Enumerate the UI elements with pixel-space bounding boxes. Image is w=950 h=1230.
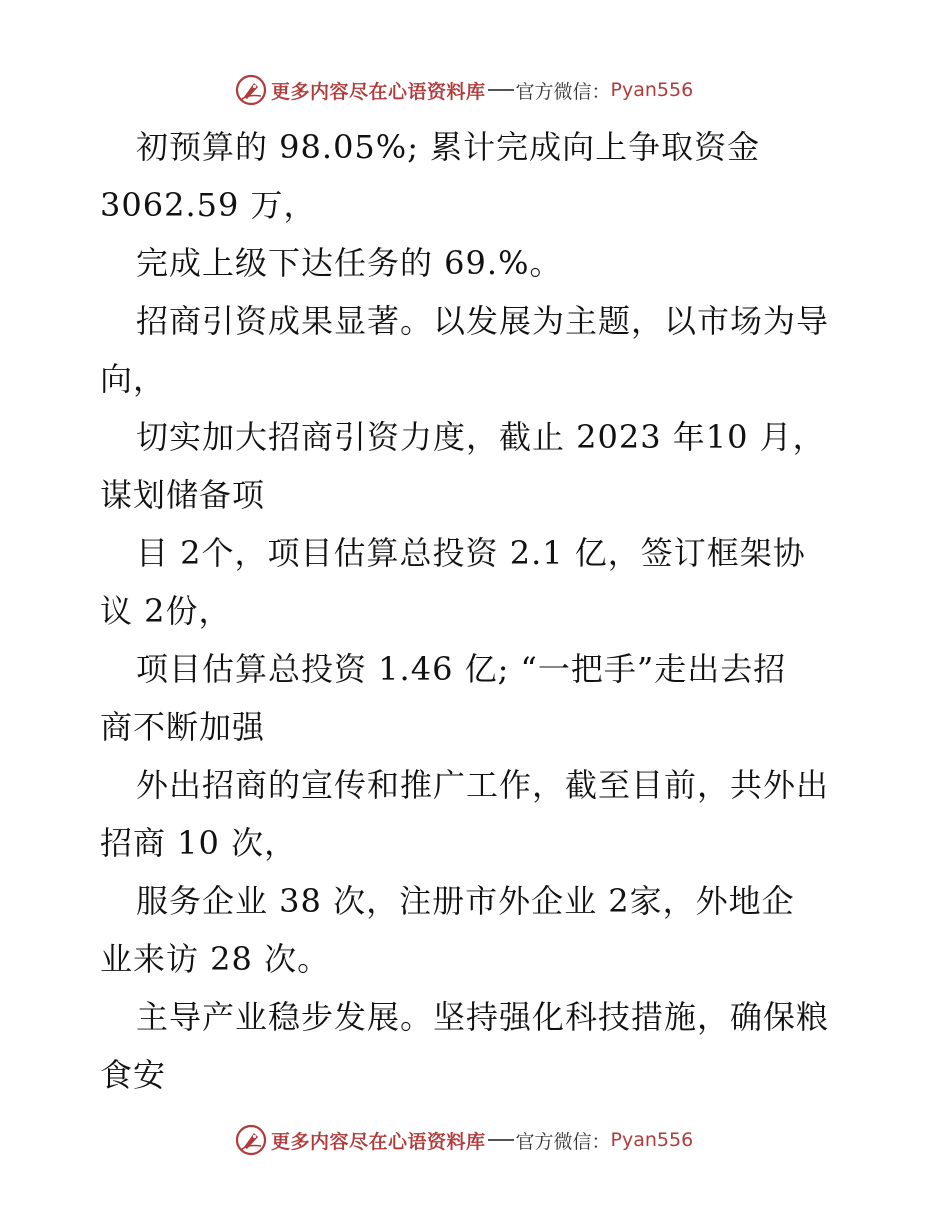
pen-nib-logo-icon	[235, 74, 267, 106]
banner-wechat-label: 官方微信：	[515, 1130, 611, 1153]
text-line: 切实加大招商引资力度，截止 2023 年10 月，	[136, 418, 826, 456]
text-line: 初预算的 98.05%; 累计完成向上争取资金	[136, 128, 761, 166]
banner-handle: Pyan556	[610, 79, 694, 101]
text-line: 目 2个，项目估算总投资 2.1 亿，签订框架协	[136, 534, 806, 572]
text-line: 向，	[100, 360, 167, 398]
banner-wechat-label: 官方微信：	[515, 80, 611, 103]
text-line: 完成上级下达任务的 69.%。	[136, 244, 563, 282]
banner-dash	[488, 1139, 514, 1141]
text-line: 谋划储备项	[100, 476, 266, 514]
pen-nib-logo-icon	[235, 1124, 267, 1156]
text-line: 外出招商的宣传和推广工作，截至目前，共外出	[136, 766, 830, 804]
banner-label: 更多内容尽在心语资料库	[271, 80, 486, 103]
footer-banner	[235, 1123, 693, 1157]
text-line: 招商引资成果显著。以发展为主题，以市场为导	[136, 302, 830, 340]
text-line: 服务企业 38 次，注册市外企业 2家，外地企	[136, 882, 795, 920]
banner-label: 更多内容尽在心语资料库	[271, 1130, 486, 1153]
banner-dash	[488, 89, 514, 91]
text-line: 3062.59 万，	[100, 186, 317, 224]
text-line: 项目估算总投资 1.46 亿; “一把手”走出去招	[136, 650, 787, 688]
body-text	[100, 118, 860, 1104]
text-line: 主导产业稳步发展。坚持强化科技措施，确保粮	[136, 998, 830, 1036]
text-line: 议 2份，	[100, 592, 232, 630]
text-line: 业来访 28 次。	[100, 940, 331, 978]
text-line: 招商 10 次，	[100, 824, 298, 862]
banner-handle: Pyan556	[610, 1129, 694, 1151]
text-line: 食安	[100, 1056, 167, 1094]
text-line: 商不断加强	[100, 708, 266, 746]
header-banner	[235, 73, 693, 107]
